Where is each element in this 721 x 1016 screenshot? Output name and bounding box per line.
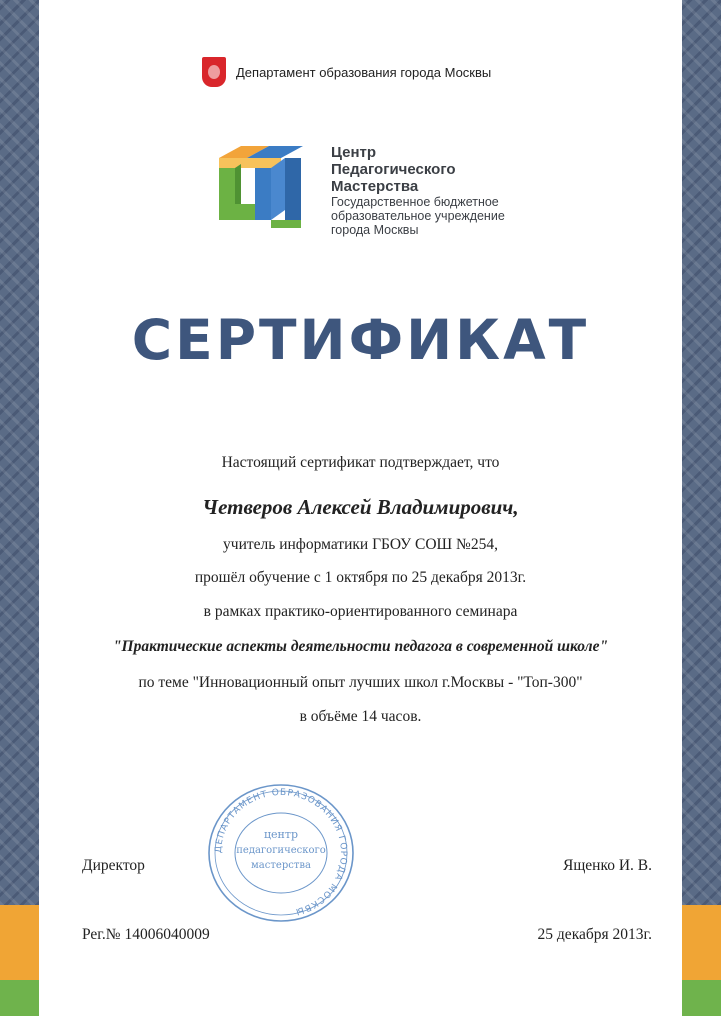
department-name: Департамент образования города Москвы xyxy=(236,64,492,80)
band-orange-stripe xyxy=(682,905,721,980)
moscow-coat-of-arms-icon xyxy=(202,57,226,87)
training-hours: в объёме 14 часов. xyxy=(299,708,422,725)
org-name-line: Педагогического xyxy=(331,161,456,178)
left-decorative-band xyxy=(0,0,39,1016)
seminar-title: "Практические аспекты деятельности педагога в современной школе" xyxy=(112,638,609,655)
seal-center-line: мастерства xyxy=(251,860,311,871)
intro-text: Настоящий сертификат подтверждает, что xyxy=(221,454,500,471)
training-period: прошёл обучение с 1 октября по 25 декабря 2013г. xyxy=(194,569,527,586)
official-seal-stamp xyxy=(201,778,361,928)
org-name-line: Центр xyxy=(331,144,377,161)
seal-outer-text: ДЕПАРТАМЕНТ ОБРАЗОВАНИЯ ГОРОДА МОСКВЫ xyxy=(213,787,349,917)
center-logo-icon xyxy=(211,140,311,232)
recipient-name: Четверов Алексей Владимирович, xyxy=(202,495,519,519)
certificate-page xyxy=(39,0,682,1016)
band-orange-stripe xyxy=(0,905,39,980)
organization-block xyxy=(331,144,505,237)
right-decorative-band xyxy=(682,0,721,1016)
certificate-title: СЕРТИФИКАТ xyxy=(131,308,590,372)
director-label: Директор xyxy=(82,857,145,874)
issue-date: 25 декабря 2013г. xyxy=(537,926,652,943)
band-pattern xyxy=(682,0,721,905)
org-sub-line: образовательное учреждение xyxy=(331,209,505,223)
recipient-position: учитель информатики ГБОУ СОШ №254, xyxy=(223,536,498,553)
band-green-stripe xyxy=(682,980,721,1016)
director-name: Ященко И. В. xyxy=(563,857,652,874)
band-pattern xyxy=(0,0,39,905)
department-header xyxy=(202,56,491,88)
seal-center-line: центр xyxy=(263,828,299,841)
band-green-stripe xyxy=(0,980,39,1016)
seminar-topic: по теме "Инновационный опыт лучших школ г.Москвы - "Топ-300" xyxy=(138,674,583,691)
org-name-line: Мастерства xyxy=(331,178,419,195)
registration-number: Рег.№ 14006040009 xyxy=(82,926,210,943)
seal-center-line: педагогического xyxy=(236,845,326,856)
seminar-framework: в рамках практико-ориентированного семинара xyxy=(203,603,518,620)
org-sub-line: города Москвы xyxy=(331,223,419,237)
org-sub-line: Государственное бюджетное xyxy=(331,195,499,209)
